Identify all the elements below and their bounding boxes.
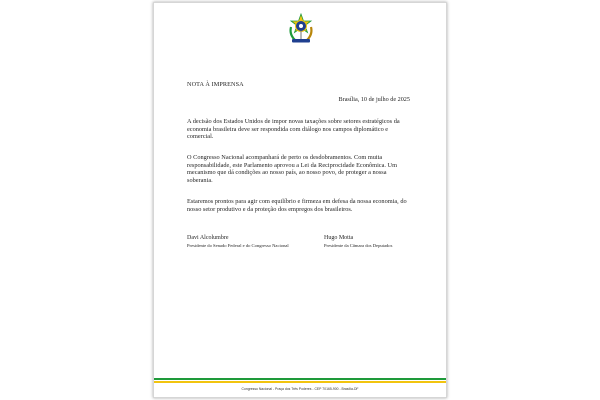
footer-color-bars <box>154 378 446 383</box>
press-note-page <box>153 2 447 398</box>
signature-motta <box>324 235 392 249</box>
signature-name: Hugo Motta <box>324 235 354 241</box>
signature-alcolumbre <box>187 235 289 249</box>
footer-green-bar <box>154 378 446 380</box>
signature-role: Presidente da Câmara dos Deputados <box>324 243 393 248</box>
heading: NOTA À IMPRENSA <box>187 81 244 88</box>
paragraph-2: O Congresso Nacional acompanhará de perto os desdobramentos. Com muita responsabilidade, este Parlamento aprovou a Lei da Reciprocidade Econômica. Um mecanismo que dá condições ao nosso país, ao nosso povo, de proteger a nossa soberania. <box>187 154 397 184</box>
footer-address: Congresso Nacional - Praça dos Três Poderes - CEP 70165-900 - Brasília-DF <box>241 387 359 391</box>
signature-name: Davi Alcolumbre <box>187 235 229 241</box>
footer-yellow-bar <box>154 381 446 383</box>
paragraph-3: Estaremos prontos para agir com equilíbrio e firmeza em defesa da nossa economia, do nosso setor produtivo e da proteção dos empregos dos brasileiros. <box>187 198 407 213</box>
brazil-coat-of-arms-icon <box>287 13 315 45</box>
paragraph-1: A decisão dos Estados Unidos de impor novas taxações sobre setores estratégicos da economia brasileira deve ser respondida com diálogo nos campos diplomático e comercial. <box>187 118 400 141</box>
date: Brasília, 10 de julho de 2025 <box>338 96 410 103</box>
signature-role: Presidente do Senado Federal e do Congresso Nacional <box>187 243 289 248</box>
